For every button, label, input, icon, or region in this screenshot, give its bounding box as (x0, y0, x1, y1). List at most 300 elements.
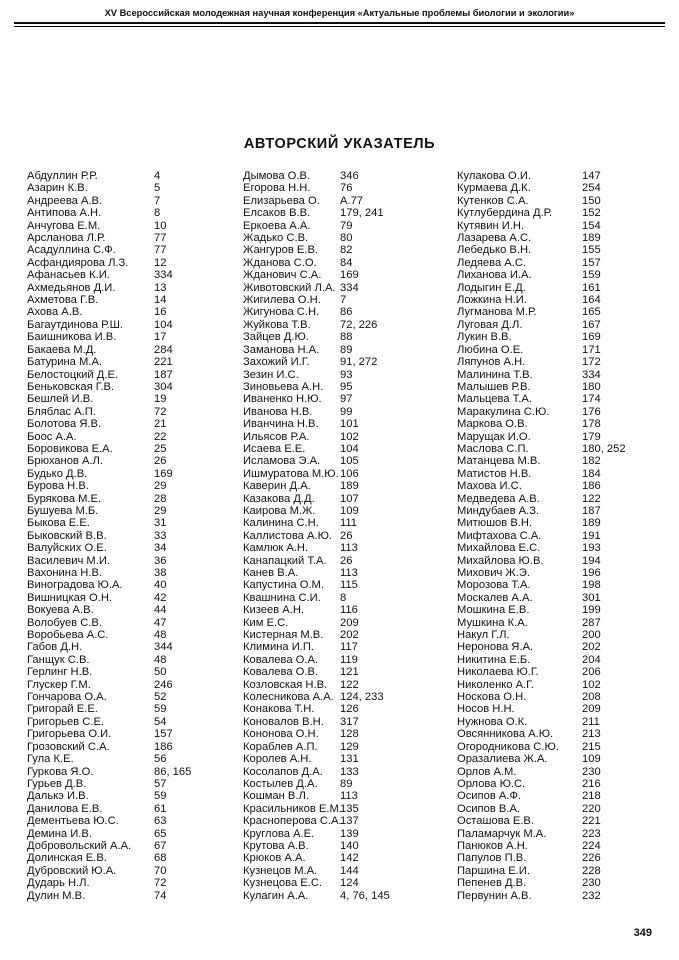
page-refs: 164 (582, 294, 601, 307)
page-refs: 186 (154, 740, 173, 753)
author-name: Быковский В.В. (27, 529, 107, 542)
page-refs: 206 (582, 666, 601, 679)
author-name: Паламарчук М.А. (457, 827, 547, 840)
author-name: Морозова Т.А. (457, 579, 531, 592)
page-number: 349 (633, 927, 652, 939)
author-name: Глускер Г.М. (27, 678, 91, 691)
author-name: Малышев Р.В. (457, 380, 531, 393)
page-refs: 82 (340, 244, 353, 257)
page-refs: 191 (582, 529, 601, 542)
page-refs: 105 (340, 455, 359, 468)
page-refs: 154 (582, 219, 601, 232)
page-refs: 86, 165 (154, 765, 192, 778)
page-refs: 334 (582, 368, 601, 381)
page-refs: 104 (154, 318, 173, 331)
author-name: Животовский Л.А. (243, 281, 336, 294)
author-name: Герлинг Н.В. (27, 666, 93, 679)
author-name: Орлов А.М. (457, 765, 517, 778)
page-refs: 5 (154, 182, 161, 195)
author-name: Козловская Н.В. (243, 678, 328, 691)
page-refs: 33 (154, 529, 167, 542)
header-rule-thick (14, 22, 665, 24)
author-name: Мошкина Е.В. (457, 604, 530, 617)
author-name: Королев А.Н. (243, 753, 312, 766)
author-name: Маслова С.П. (457, 442, 529, 455)
page-refs: 174 (582, 393, 601, 406)
page-refs: 76 (340, 182, 353, 195)
page-refs: 187 (154, 368, 173, 381)
author-name: Круглова А.Е. (243, 827, 315, 840)
author-name: Бушуева М.Б. (27, 504, 99, 517)
page-refs: 8 (340, 591, 347, 604)
page-refs: 150 (582, 194, 601, 207)
page-refs: 48 (154, 653, 167, 666)
author-name: Ляпунов А.Н. (457, 356, 526, 369)
page-refs: 179 (582, 430, 601, 443)
page-refs: 21 (154, 418, 167, 431)
author-name: Кулагин А.А. (243, 889, 309, 902)
page-refs: 88 (340, 331, 353, 344)
author-name: Капустина О.М. (243, 579, 324, 592)
page-refs: 208 (582, 691, 601, 704)
page-refs: 179, 241 (340, 207, 384, 220)
page-refs: 198 (582, 579, 601, 592)
page-refs: 122 (340, 678, 359, 691)
author-name: Казакова Д.Д. (243, 492, 315, 505)
page-refs: 116 (340, 604, 358, 617)
author-name: Елсаков В.В. (243, 207, 311, 220)
author-name: Михович Ж.Э. (457, 567, 530, 579)
author-name: Зезин И.С. (243, 368, 299, 381)
page-refs: 61 (154, 802, 167, 815)
author-name: Брюханов А.Л. (27, 455, 103, 468)
page-refs: 171 (582, 343, 601, 356)
author-name: Пепенев Д.В. (457, 877, 527, 890)
author-name: Лебедько В.Н. (457, 244, 532, 257)
page-refs: 178 (582, 418, 601, 431)
page-refs: 184 (582, 467, 601, 480)
page-refs: 113 (340, 790, 358, 803)
author-name: Иванова Н.В. (243, 405, 313, 418)
author-name: Жданович С.А. (243, 269, 322, 282)
author-name: Каллистова А.Ю. (243, 529, 332, 542)
page-refs: 59 (154, 703, 167, 716)
author-name: Камлюк А.Н. (243, 542, 309, 555)
author-name: Неронова Я.А. (457, 641, 534, 654)
author-name: Мальцева Т.А. (457, 393, 532, 406)
page-refs: 107 (340, 492, 359, 505)
author-name: Колесникова А.А. (243, 691, 334, 704)
page-refs: 334 (154, 269, 173, 282)
author-name: Гуркова Я.О. (27, 765, 94, 778)
page-refs: 121 (340, 666, 359, 679)
page-refs: 84 (340, 256, 353, 269)
header-rule-thin (14, 26, 665, 27)
author-name: Кутявин И.Н. (457, 219, 525, 232)
author-name: Азарин К.В. (27, 182, 88, 195)
author-name: Быкова Е.Е. (27, 517, 90, 530)
page-refs: 140 (340, 839, 359, 852)
page-refs: 111 (340, 517, 358, 530)
page-refs: 72 (154, 405, 167, 418)
author-name: Исаева Е.Е. (243, 442, 306, 455)
author-name: Ковалева О.А. (243, 653, 319, 666)
author-name: Лукин В.В. (457, 331, 512, 344)
author-name: Никитина Е.Б. (457, 653, 531, 666)
page-refs: 128 (340, 728, 359, 741)
page-refs: 284 (154, 343, 173, 356)
author-name: Иванчина Н.В. (243, 418, 319, 431)
author-name: Вокуева А.В. (27, 604, 94, 617)
author-name: Боос А.А. (27, 430, 77, 443)
page-refs: 230 (582, 877, 601, 890)
page-refs: 126 (340, 703, 359, 716)
page-refs: 301 (582, 591, 601, 604)
author-name: Москалев А.А. (457, 591, 533, 604)
author-name: Жигилева О.Н. (243, 294, 321, 307)
page-refs: 67 (154, 839, 167, 852)
page-refs: 4 (154, 170, 161, 182)
author-name: Маракулина С.Ю. (457, 405, 550, 418)
page-refs: 57 (154, 777, 167, 790)
author-name: Антипова А.Н. (27, 207, 102, 220)
author-name: Болотова Я.В. (27, 418, 102, 431)
page-refs: 109 (340, 504, 359, 517)
page-refs: 152 (582, 207, 601, 220)
page-refs: 129 (340, 740, 359, 753)
author-name: Малинина Т.В. (457, 368, 533, 381)
author-name: Луговая Д.Л. (457, 318, 523, 331)
page-refs: 189 (582, 232, 601, 245)
author-name: Кулакова О.И. (457, 170, 531, 182)
page-refs: 70 (154, 864, 167, 877)
page-refs: 202 (582, 641, 601, 654)
author-name: Коновалов В.Н. (243, 715, 324, 728)
author-name: Асадуллина С.Ф. (27, 244, 116, 257)
author-name: Беньковская Г.В. (27, 380, 115, 393)
author-name: Григорьева О.И. (27, 728, 112, 741)
page-refs: 25 (154, 442, 167, 455)
author-name: Вишницкая О.Н. (27, 591, 113, 604)
page-refs: 12 (154, 256, 167, 269)
page-refs: 211 (582, 715, 600, 728)
author-name: Курмаева Д.К. (457, 182, 531, 195)
author-name: Панюков А.Н. (457, 839, 528, 852)
author-name: Мушкина К.А. (457, 616, 528, 629)
author-name: Каирова М.Ж. (243, 504, 316, 517)
page-refs: 38 (154, 567, 167, 579)
author-name: Боровикова Е.А. (27, 442, 113, 455)
page-refs: 213 (582, 728, 601, 741)
author-name: Косолапов Д.А. (243, 765, 323, 778)
page-refs: 228 (582, 864, 601, 877)
author-name: Осипов В.А. (457, 802, 521, 815)
author-name: Осипов А.Ф. (457, 790, 522, 803)
author-name: Нужнова О.К. (457, 715, 528, 728)
author-name: Кузнецова Е.С. (243, 877, 323, 890)
author-name: Ложкина Н.И. (457, 294, 527, 307)
author-name: Жуйкова Т.В. (243, 318, 311, 331)
author-name: Жангуров Е.В. (243, 244, 319, 257)
page-refs: 8 (154, 207, 161, 220)
author-name: Ковалева О.В. (243, 666, 319, 679)
author-name: Афанасьев К.И. (27, 269, 110, 282)
page-refs: 113 (340, 542, 358, 555)
page-refs: 137 (340, 815, 359, 828)
author-name: Габов Д.Н. (27, 641, 83, 654)
page-refs: 209 (340, 616, 359, 629)
author-name: Гурьев Д.В. (27, 777, 87, 790)
page-refs: 54 (154, 715, 167, 728)
page-refs: 220 (582, 802, 601, 815)
author-name: Костылев Д.А. (243, 777, 318, 790)
page-refs: 142 (340, 852, 359, 865)
author-name: Жадько С.В. (243, 232, 309, 245)
author-name: Волобуев С.В. (27, 616, 102, 629)
author-name: Лиханова И.А. (457, 269, 532, 282)
page-refs: 89 (340, 343, 353, 356)
author-name: Данилова Е.В. (27, 802, 103, 815)
author-name: Михайлова Е.С. (457, 542, 541, 555)
page-refs: 189 (582, 517, 601, 530)
author-name: Абдуллин Р.Р. (27, 170, 98, 182)
page-refs: 169 (340, 269, 359, 282)
author-name: Демина И.В. (27, 827, 92, 840)
page-refs: 13 (154, 281, 167, 294)
author-name: Григорай Е.Е. (27, 703, 98, 716)
page-refs: 344 (154, 641, 173, 654)
page-refs: 157 (154, 728, 173, 741)
page-refs: 63 (154, 815, 167, 828)
author-name: Бляблас А.П. (27, 405, 96, 418)
page-refs: 113 (340, 567, 358, 579)
page-refs: 180 (582, 380, 601, 393)
author-name: Ким Е.С. (243, 616, 289, 629)
author-name: Исламова Э.А. (243, 455, 321, 468)
author-name: Жигунова С.Н. (243, 306, 320, 319)
author-name: Кутенков С.А. (457, 194, 529, 207)
author-name: Огородникова С.Ю. (457, 740, 559, 753)
page-refs: 10 (154, 219, 167, 232)
author-name: Красноперова С.А. (243, 815, 342, 828)
author-name: Климина И.П. (243, 641, 315, 654)
author-name: Ахова А.В. (27, 306, 83, 319)
author-name: Носкова О.Н. (457, 691, 527, 704)
author-name: Лазарева А.С. (457, 232, 532, 245)
page-refs: 124 (340, 877, 359, 890)
author-name: Белостоцкий Д.Е. (27, 368, 119, 381)
author-name: Егорова Н.Н. (243, 182, 311, 195)
page-refs: 254 (582, 182, 601, 195)
page-refs: 22 (154, 430, 167, 443)
page-refs: 147 (582, 170, 601, 182)
page-refs: 65 (154, 827, 167, 840)
page-refs: 144 (340, 864, 359, 877)
page-refs: 106 (340, 467, 359, 480)
author-name: Будько Д.В. (27, 467, 88, 480)
author-name: Марущак И.О. (457, 430, 531, 443)
page-refs: 14 (154, 294, 167, 307)
author-name: Паршина Е.И. (457, 864, 530, 877)
page-refs: 169 (582, 331, 601, 344)
page-refs: 72, 226 (340, 318, 378, 331)
page-refs: 7 (154, 194, 161, 207)
page-refs: 232 (582, 889, 601, 902)
author-name: Ахмедьянов Д.И. (27, 281, 116, 294)
author-name: Василевич М.И. (27, 554, 110, 567)
author-name: Николаева Ю.Г. (457, 666, 539, 679)
author-name: Гула К.Е. (27, 753, 74, 766)
page-refs: 79 (340, 219, 353, 232)
page-refs: 182 (582, 455, 601, 468)
page-refs: 7 (340, 294, 347, 307)
page-refs: 50 (154, 666, 167, 679)
author-name: Вахонина Н.В. (27, 567, 103, 579)
page-refs: 48 (154, 629, 167, 642)
author-name: Далькэ И.В. (27, 790, 89, 803)
author-name: Кистерная М.В. (243, 629, 324, 642)
author-name: Дулин М.В. (27, 889, 86, 902)
page-refs: 223 (582, 827, 601, 840)
page-refs: 19 (154, 393, 167, 406)
page-refs: 172 (582, 356, 601, 369)
page-refs: 26 (340, 554, 353, 567)
page-refs: 221 (154, 356, 173, 369)
page-refs: 109 (582, 753, 601, 766)
page-refs: 216 (582, 777, 601, 790)
page-refs: 77 (154, 232, 167, 245)
page-refs: 204 (582, 653, 601, 666)
author-name: Долинская Е.В. (27, 852, 107, 865)
author-name: Конакова Т.Н. (243, 703, 315, 716)
page-refs: 224 (582, 839, 601, 852)
page-refs: 199 (582, 604, 601, 617)
page-refs: 74 (154, 889, 167, 902)
page-refs: 42 (154, 591, 167, 604)
author-name: Крюков А.А. (243, 852, 306, 865)
author-name: Лодыгин Е.Д. (457, 281, 526, 294)
page-refs: 180, 252 (582, 442, 626, 455)
page-refs: 317 (340, 715, 359, 728)
page-refs: 68 (154, 852, 167, 865)
page-refs: 193 (582, 542, 601, 555)
author-name: Иваненко Н.Ю. (243, 393, 322, 406)
author-name: Зиновьева А.Н. (243, 380, 324, 393)
author-name: Любина О.Е. (457, 343, 524, 356)
author-name: Бурякова М.Е. (27, 492, 102, 505)
author-name: Канапацкий Т.А. (243, 554, 327, 567)
page-refs: 189 (340, 480, 359, 493)
author-name: Носов Н.Н. (457, 703, 515, 716)
author-name: Михайлова Ю.В. (457, 554, 544, 567)
page-refs: 194 (582, 554, 601, 567)
page-refs: 99 (340, 405, 353, 418)
page-refs: 29 (154, 504, 167, 517)
author-name: Дударь Н.Л. (27, 877, 90, 890)
author-name: Ильясов Р.А. (243, 430, 310, 443)
page-refs: 334 (340, 281, 359, 294)
page-refs: 215 (582, 740, 601, 753)
page-refs: 119 (340, 653, 358, 666)
author-name: Бешлей И.В. (27, 393, 94, 406)
author-name: Заманова Н.А. (243, 343, 320, 356)
page-refs: 56 (154, 753, 167, 766)
page-refs: 124, 233 (340, 691, 384, 704)
page-refs: 52 (154, 691, 167, 704)
page-refs: 187 (582, 504, 601, 517)
author-name: Бурова Н.В. (27, 480, 89, 493)
page-refs: 31 (154, 517, 167, 530)
author-name: Осташова Е.В. (457, 815, 535, 828)
page-refs: 131 (340, 753, 359, 766)
author-name: Кузнецов М.А. (243, 864, 318, 877)
author-name: Лугманова М.Р. (457, 306, 537, 319)
page-refs: 209 (582, 703, 601, 716)
page-refs: 226 (582, 852, 601, 865)
author-name: Матистов Н.В. (457, 467, 532, 480)
page-refs: 155 (582, 244, 601, 257)
author-name: Бакаева М.Д. (27, 343, 97, 356)
author-name: Накул Г.Л. (457, 629, 510, 642)
author-name: Каверин Д.А. (243, 480, 311, 493)
page-refs: 102 (582, 678, 601, 691)
author-name: Еркоева А.А. (243, 219, 311, 232)
page-refs: 167 (582, 318, 601, 331)
page-refs: 80 (340, 232, 353, 245)
author-name: Ганщук С.В. (27, 653, 90, 666)
page-refs: 101 (340, 418, 359, 431)
author-name: Крутова А.В. (243, 839, 309, 852)
page-refs: 117 (340, 641, 358, 654)
page-refs: 104 (340, 442, 359, 455)
author-name: Красильников Е.М. (243, 802, 342, 815)
page-refs: 202 (340, 629, 359, 642)
page-refs: 77 (154, 244, 167, 257)
page-refs: 200 (582, 629, 601, 642)
page-refs: А.77 (340, 194, 364, 207)
author-name: Миндубаев А.З. (457, 504, 540, 517)
page-refs: 28 (154, 492, 167, 505)
page-refs: 135 (340, 802, 359, 815)
page-refs: 26 (340, 529, 353, 542)
author-name: Папулов П.В. (457, 852, 527, 865)
author-name: Добровольский А.А. (27, 839, 132, 852)
author-name: Кизеев А.Н. (243, 604, 305, 617)
author-name: Орлова Ю.С. (457, 777, 526, 790)
page-refs: 304 (154, 380, 173, 393)
author-name: Медведева А.В. (457, 492, 540, 505)
author-name: Ахметова Г.В. (27, 294, 99, 307)
author-name: Валуйских О.Е. (27, 542, 107, 555)
page-refs: 16 (154, 306, 167, 319)
page-refs: 157 (582, 256, 601, 269)
page-refs: 246 (154, 678, 173, 691)
author-name: Анчугова Е.М. (27, 219, 101, 232)
running-header: XV Всероссийская молодежная научная конференция «Актуальные проблемы биологии и экологии» (104, 8, 575, 18)
author-name: Ледяева А.С. (457, 256, 527, 269)
page-refs: 4, 76, 145 (340, 889, 390, 902)
page-refs: 44 (154, 604, 167, 617)
author-name: Ишмуратова М.Ю. (243, 467, 339, 480)
page-refs: 186 (582, 480, 601, 493)
page-refs: 196 (582, 567, 601, 579)
author-name: Елизарьева О. (243, 194, 320, 207)
page-refs: 47 (154, 616, 167, 629)
page-refs: 230 (582, 765, 601, 778)
page-refs: 17 (154, 331, 167, 344)
author-name: Дементьева Ю.С. (27, 815, 119, 828)
author-name: Канев В.А. (243, 567, 299, 579)
